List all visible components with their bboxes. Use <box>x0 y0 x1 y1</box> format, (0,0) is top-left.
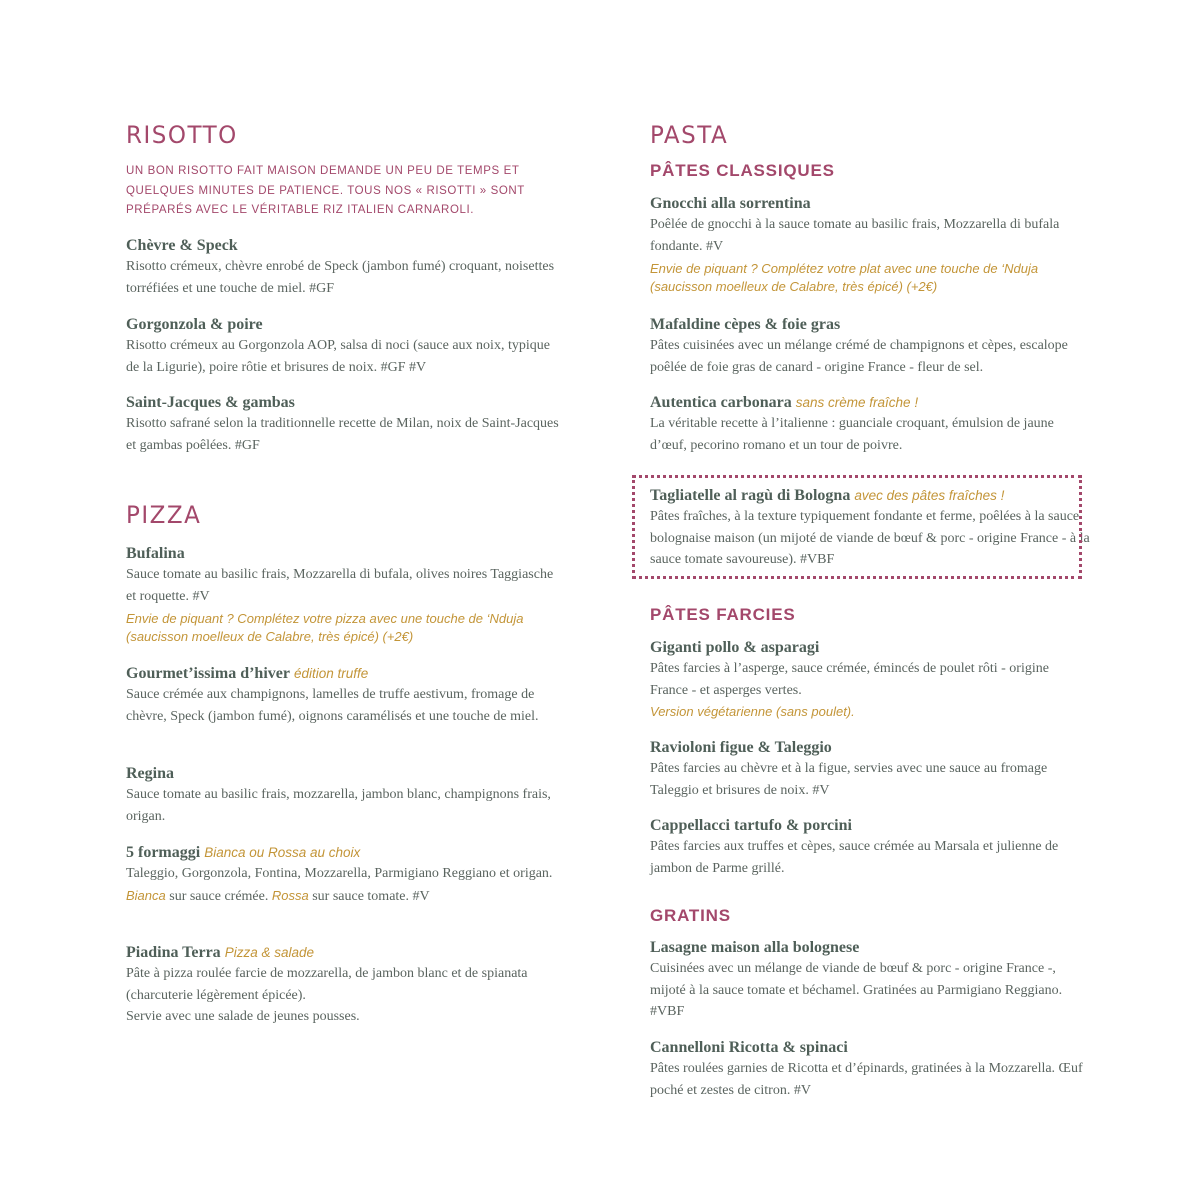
item-name-text: Tagliatelle al ragù di Bologna <box>650 487 851 504</box>
pasta-title: PASTA <box>650 122 729 150</box>
item-name: Gnocchi alla sorrentina <box>650 195 811 212</box>
item-tag: avec des pâtes fraîches ! <box>854 488 1005 503</box>
item-name: Cannelloni Ricotta & spinaci <box>650 1039 848 1056</box>
item-tag: Bianca ou Rossa au choix <box>204 845 361 860</box>
item-note: Version végétarienne (sans poulet). <box>650 704 855 719</box>
menu-item-5-formaggi <box>126 843 566 907</box>
menu-item-cappellacci <box>650 816 1090 879</box>
menu-item-lasagne <box>650 938 1090 1023</box>
menu-item-cannelloni <box>650 1038 1090 1101</box>
item-description: Cuisinées avec un mélange de viande de bœuf & porc - origine France -, mijoté à la sauce tomate et béchamel. Gratinées au Parmigiano Reggiano. #VBF <box>650 961 1063 1019</box>
menu-item-regina <box>126 764 566 827</box>
item-note: Envie de piquant ? Complétez votre plat avec une touche de ‘Nduja (saucisson moelleux de Calabre, très épicé) (+2€) <box>650 261 1039 294</box>
variant-bianca: Bianca <box>126 887 166 903</box>
menu-item-bufalina <box>126 544 566 646</box>
subsection-title-classiques: PÂTES CLASSIQUES <box>650 161 835 180</box>
item-name <box>126 664 566 684</box>
variant-rossa-text: sur sauce tomate. #V <box>308 888 430 904</box>
item-name: Gorgonzola & poire <box>126 316 263 333</box>
risotto-title: RISOTTO <box>126 122 238 150</box>
item-name <box>126 843 566 863</box>
item-name-text: Autentica carbonara <box>650 394 792 411</box>
menu-item-ravioloni <box>650 738 1090 801</box>
item-description: Pâtes fraîches, à la texture typiquement fondante et ferme, poêlées à la sauce bolognaise maison (un mijoté de viande de bœuf & porc - origine France - à la sauce tomate savoureuse). #VBF <box>650 509 1090 567</box>
item-name: Giganti pollo & asparagi <box>650 639 820 656</box>
variant-rossa: Rossa <box>271 887 309 903</box>
item-description: La véritable recette à l’italienne : guanciale croquant, émulsion de jaune d’œuf, pecorino romano et un tour de poivre. <box>650 416 1054 453</box>
item-name: Chèvre & Speck <box>126 237 238 254</box>
item-name <box>126 943 566 963</box>
item-name <box>650 393 1090 413</box>
subsection-title-gratins: GRATINS <box>650 906 731 925</box>
featured-item-border <box>632 475 1082 579</box>
item-description: Pâtes farcies au chèvre et à la figue, servies avec une sauce au fromage Taleggio et brisures de noix. #V <box>650 761 1048 798</box>
item-description: Pâtes farcies aux truffes et cèpes, sauce crémée au Marsala et julienne de jambon de Parme grillé. <box>650 839 1059 876</box>
item-note: Envie de piquant ? Complétez votre pizza avec une touche de ‘Nduja (saucisson moelleux de Calabre, très épicé) (+2€) <box>126 611 524 644</box>
menu-item-chevre-speck <box>126 236 566 299</box>
item-variants <box>126 885 566 908</box>
menu-item-gnocchi <box>650 194 1090 296</box>
item-name: Ravioloni figue & Taleggio <box>650 739 832 756</box>
menu-item-carbonara <box>650 393 1090 456</box>
item-tag: sans crème fraîche ! <box>795 395 919 410</box>
item-description: Risotto crémeux, chèvre enrobé de Speck (jambon fumé) croquant, noisettes torréfiées et une touche de miel. #GF <box>126 259 555 296</box>
variant-bianca-text: sur sauce crémée. <box>165 888 272 904</box>
item-description: Sauce crémée aux champignons, lamelles de truffe aestivum, fromage de chèvre, Speck (jambon fumé), oignons caramélisés et une touche de miel. <box>126 687 539 724</box>
menu-item-saint-jacques-gambas <box>126 393 566 456</box>
pizza-title: PIZZA <box>126 502 202 530</box>
risotto-intro: UN BON RISOTTO FAIT MAISON DEMANDE UN PEU DE TEMPS ET QUELQUES MINUTES DE PATIENCE. TOUS NOS « RISOTTI » SONT PRÉPARÉS AVEC LE VÉRITABLE RIZ ITALIEN CARNAROLI. <box>126 165 525 216</box>
item-description: Pâtes farcies à l’asperge, sauce crémée, émincés de poulet rôti - origine France - et asperges vertes. <box>650 661 1049 698</box>
menu-item-gorgonzola-poire <box>126 315 566 378</box>
item-name: Regina <box>126 765 174 782</box>
item-tag: édition truffe <box>293 666 369 681</box>
item-description: Risotto crémeux au Gorgonzola AOP, salsa di noci (sauce aux noix, typique de la Ligurie), poire rôtie et brisures de noix. #GF #V <box>126 338 550 375</box>
item-description-extra: Servie avec une salade de jeunes pousses. <box>126 1009 360 1024</box>
item-description: Taleggio, Gorgonzola, Fontina, Mozzarella, Parmigiano Reggiano et origan. <box>126 866 553 881</box>
item-name: Mafaldine cèpes & foie gras <box>650 316 841 333</box>
menu-item-gourmetissima <box>126 664 566 727</box>
item-description: Poêlée de gnocchi à la sauce tomate au basilic frais, Mozzarella di bufala fondante. #V <box>650 217 1060 254</box>
item-name-text: 5 formaggi <box>126 844 201 861</box>
item-description: Pâtes cuisinées avec un mélange crémé de champignons et cèpes, escalope poêlée de foie gras de canard - origine France - fleur de sel. <box>650 338 1068 375</box>
subsection-title-farcies: PÂTES FARCIES <box>650 605 796 624</box>
item-name: Saint-Jacques & gambas <box>126 394 295 411</box>
item-description: Pâte à pizza roulée farcie de mozzarella, de jambon blanc et de spianata (charcuterie légèrement épicée). <box>126 966 528 1003</box>
item-name-text: Gourmet’issima d’hiver <box>126 665 290 682</box>
item-description: Sauce tomate au basilic frais, Mozzarella di bufala, olives noires Taggiasche et roquette. #V <box>126 567 554 604</box>
item-name: Cappellacci tartufo & porcini <box>650 817 852 834</box>
menu-item-piadina-terra <box>126 943 566 1028</box>
menu-item-mafaldine <box>650 315 1090 378</box>
item-description: Sauce tomate au basilic frais, mozzarella, jambon blanc, champignons frais, origan. <box>126 787 551 824</box>
item-name: Lasagne maison alla bolognese <box>650 939 860 956</box>
menu-item-giganti <box>650 638 1090 722</box>
item-description: Pâtes roulées garnies de Ricotta et d’épinards, gratinées à la Mozzarella. Œuf poché et zestes de citron. #V <box>650 1061 1083 1098</box>
item-description: Risotto safrané selon la traditionnelle recette de Milan, noix de Saint-Jacques et gambas poêlées. #GF <box>126 416 559 453</box>
item-tag: Pizza & salade <box>224 945 314 960</box>
item-name: Bufalina <box>126 545 185 562</box>
item-name-text: Piadina Terra <box>126 944 221 961</box>
